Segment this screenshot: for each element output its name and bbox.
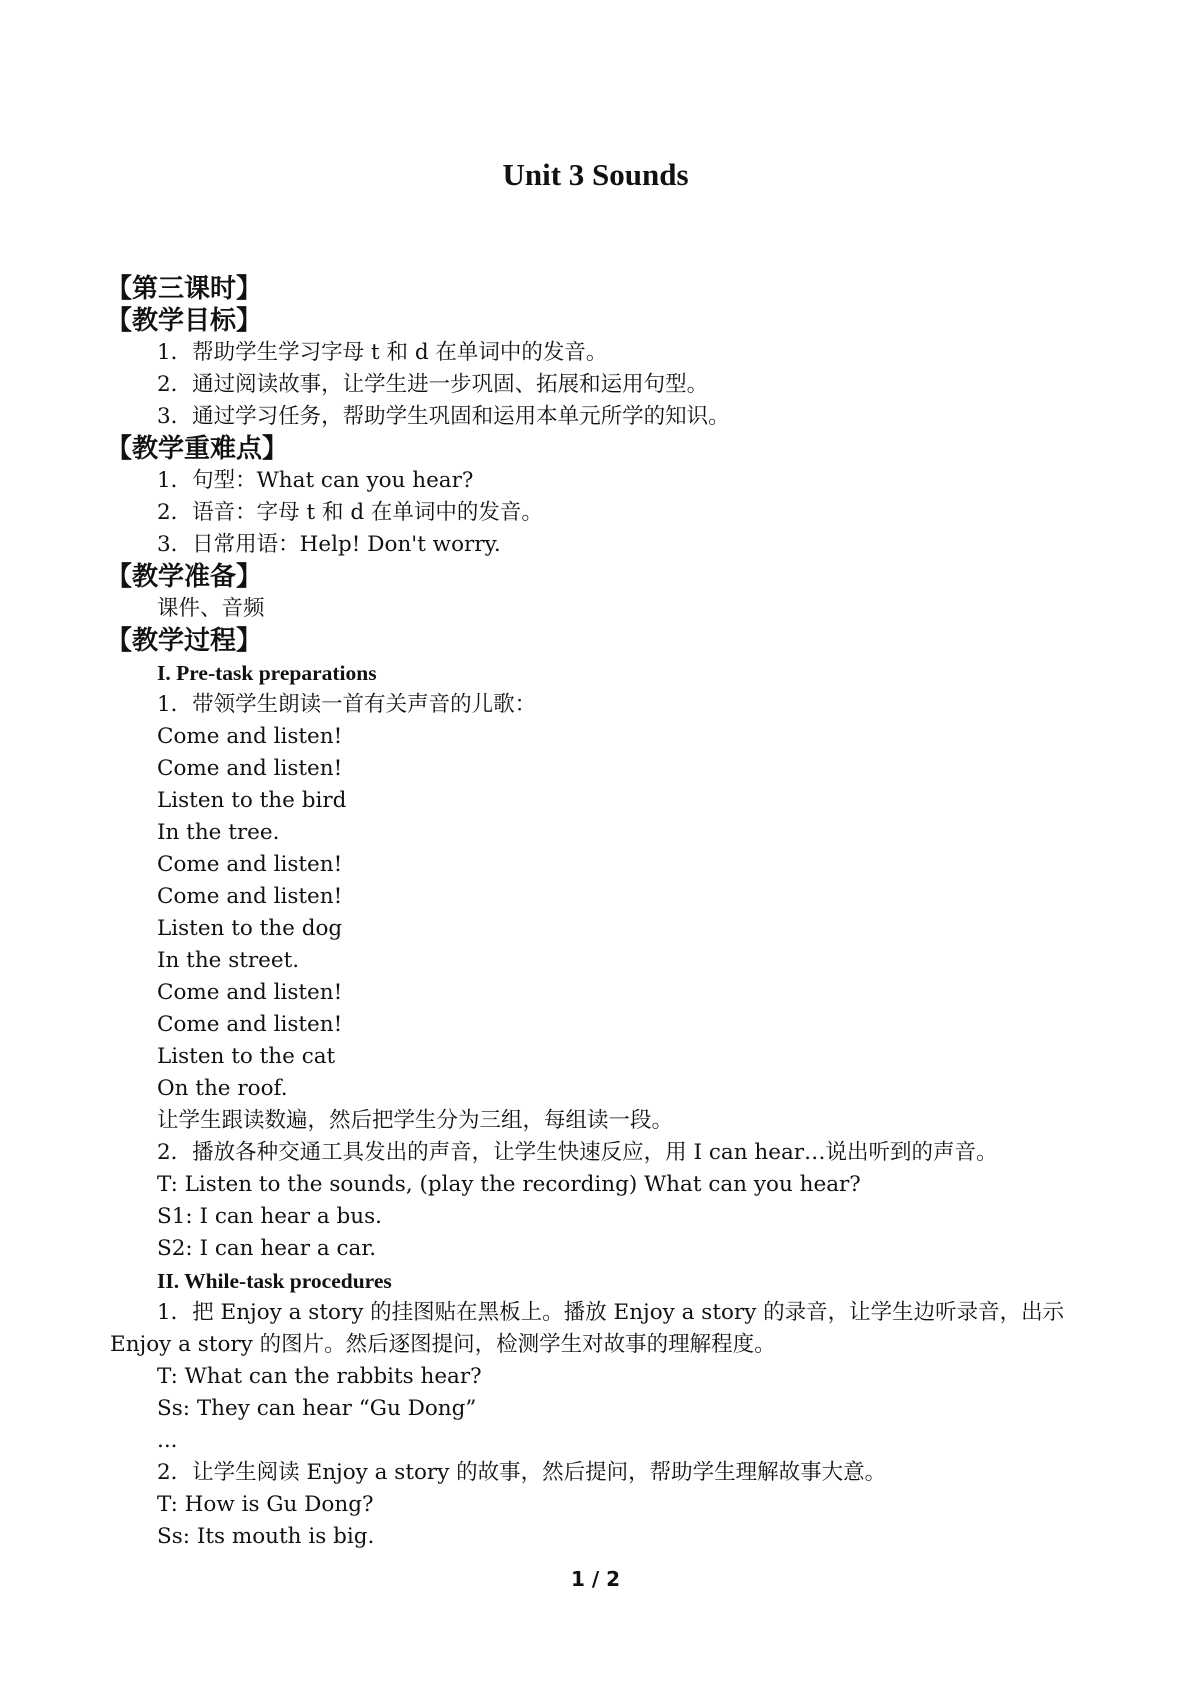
heading-keypoints: 【教学重难点】 bbox=[106, 434, 289, 464]
goal-item: 2．通过阅读故事，让学生进一步巩固、拓展和运用句型。 bbox=[157, 372, 709, 397]
dialog-line: T: How is Gu Dong? bbox=[157, 1492, 374, 1517]
lesson-content bbox=[106, 273, 1100, 1553]
goal-item: 3．通过学习任务，帮助学生巩固和运用本单元所学的知识。 bbox=[157, 404, 730, 429]
step-text: 1．带领学生朗读一首有关声音的儿歌： bbox=[157, 692, 537, 717]
heading-process: 【教学过程】 bbox=[106, 626, 263, 656]
page-number: 1 / 2 bbox=[570, 1567, 621, 1591]
goal-item: 1．帮助学生学习字母 t 和 d 在单词中的发音。 bbox=[157, 340, 608, 365]
step-text: 2．让学生阅读 Enjoy a story 的故事，然后提问，帮助学生理解故事大意。 bbox=[157, 1460, 887, 1485]
step-text: 2．播放各种交通工具发出的声音，让学生快速反应，用 I can hear…说出听到的声音。 bbox=[157, 1140, 998, 1165]
dialog-line: Ss: Its mouth is big. bbox=[157, 1524, 375, 1549]
dialog-line: Ss: They can hear “Gu Dong” bbox=[157, 1396, 477, 1421]
dialog-line: T: Listen to the sounds, (play the recording) What can you hear? bbox=[157, 1172, 861, 1197]
preparation-text: 课件、音频 bbox=[157, 596, 265, 621]
step-text: 1．把 Enjoy a story 的挂图贴在黑板上。播放 Enjoy a story 的录音，让学生边听录音，出示 Enjoy a story 的图片。然后逐图提问，检测学生对故事的理解程度。 bbox=[110, 1300, 1065, 1357]
chant-line: Come and listen! bbox=[157, 756, 343, 781]
keypoint-item: 1．句型：What can you hear? bbox=[157, 468, 474, 493]
dialog-line: ... bbox=[157, 1428, 178, 1453]
chant-line: Come and listen! bbox=[157, 1012, 343, 1037]
step-text: 让学生跟读数遍，然后把学生分为三组，每组读一段。 bbox=[157, 1108, 674, 1133]
dialog-line: S2: I can hear a car. bbox=[157, 1236, 377, 1261]
dialog-line: S1: I can hear a bus. bbox=[157, 1204, 382, 1229]
chant-line: Listen to the bird bbox=[157, 788, 347, 813]
chant-line: Come and listen! bbox=[157, 980, 343, 1005]
dialog-line: T: What can the rabbits hear? bbox=[157, 1364, 482, 1389]
heading-goals: 【教学目标】 bbox=[106, 306, 263, 336]
chant-line: Come and listen! bbox=[157, 884, 343, 909]
chant-line: Listen to the cat bbox=[157, 1044, 336, 1069]
section-pre-task: I. Pre-task preparations bbox=[157, 661, 377, 685]
page-title: Unit 3 Sounds bbox=[502, 157, 689, 192]
chant-line: Listen to the dog bbox=[157, 916, 343, 941]
chant-line: In the tree. bbox=[157, 820, 280, 845]
chant-line: In the street. bbox=[157, 948, 300, 973]
chant-line: Come and listen! bbox=[157, 724, 343, 749]
heading-preparation: 【教学准备】 bbox=[106, 562, 263, 592]
chant-line: Come and listen! bbox=[157, 852, 343, 877]
keypoint-item: 3．日常用语：Help! Don't worry. bbox=[157, 532, 501, 557]
chant-line: On the roof. bbox=[157, 1076, 288, 1101]
keypoint-item: 2．语音：字母 t 和 d 在单词中的发音。 bbox=[157, 500, 543, 525]
heading-lesson: 【第三课时】 bbox=[106, 274, 263, 304]
section-while-task: II. While-task procedures bbox=[157, 1269, 392, 1293]
